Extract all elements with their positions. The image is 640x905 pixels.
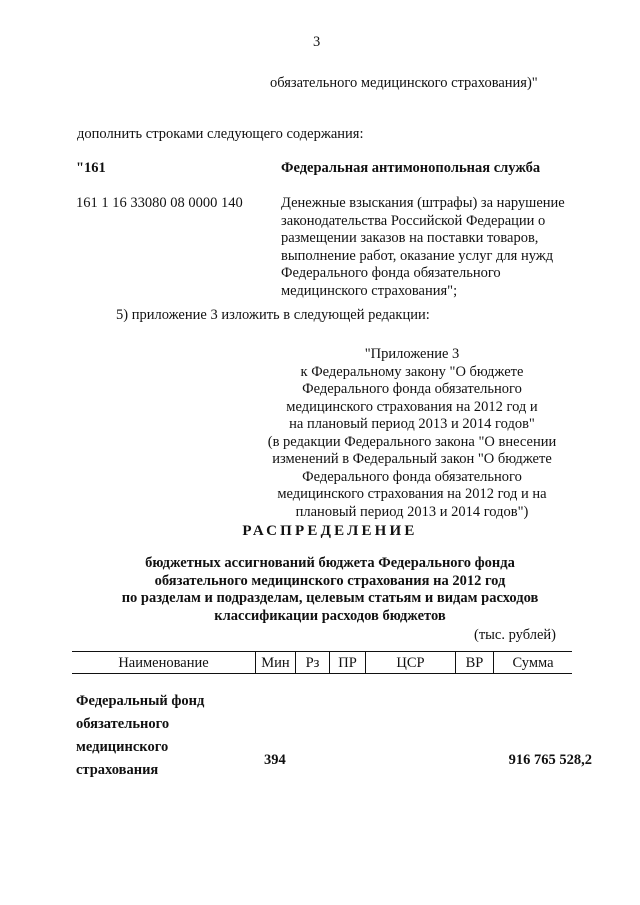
col-header-vr: ВР xyxy=(456,652,494,674)
text-line: медицинского страхования на 2012 год и xyxy=(286,398,538,415)
distribution-subheading xyxy=(80,555,580,625)
table-row-min: 394 xyxy=(264,752,286,768)
text-line: медицинского страхования"; xyxy=(281,282,458,299)
appendix-caption xyxy=(252,346,572,521)
col-header-name: Наименование xyxy=(118,654,209,671)
text-line: плановый период 2013 и 2014 годов") xyxy=(295,503,529,520)
text-line: обязательного xyxy=(76,716,170,732)
page-number: 3 xyxy=(313,34,321,50)
text-line: изменений в Федеральный закон "О бюджете xyxy=(272,451,552,467)
text-line: размещении заказов на поставки товаров, xyxy=(281,230,539,246)
text-line: выполнение работ, оказание услуг для нужд xyxy=(281,247,554,264)
previous-line: обязательного медицинского страхования)" xyxy=(270,75,538,91)
text-line: к Федеральному закону "О бюджете xyxy=(300,363,524,380)
col-header-pr: ПР xyxy=(330,652,366,674)
text-line: законодательства Российской Федерации о xyxy=(281,212,546,229)
row1-name: Федеральная антимонопольная служба xyxy=(281,160,541,176)
row1-code: "161 xyxy=(76,160,106,176)
intro-text: дополнить строками следующего содержания: xyxy=(77,126,364,142)
units-label: (тыс. рублей) xyxy=(474,627,556,643)
text-line: Федеральный фонд xyxy=(76,693,205,709)
distribution-heading: РАСПРЕДЕЛЕНИЕ xyxy=(242,523,418,539)
text-line: (в редакции Федерального закона "О внесении xyxy=(267,433,557,450)
text-line: "Приложение 3 xyxy=(364,346,460,362)
text-line: Федерального фонда обязательного xyxy=(302,468,522,485)
text-line: медицинского страхования на 2012 год и на xyxy=(277,486,547,502)
text-line: медицинского xyxy=(76,739,169,755)
text-line: обязательного медицинского страхования на 2012 год xyxy=(154,572,506,589)
text-line: по разделам и подразделам, целевым статьям и видам расходов xyxy=(121,590,539,606)
row2-code: 161 1 16 33080 08 0000 140 xyxy=(76,195,243,211)
table-row-sum: 916 765 528,2 xyxy=(508,752,592,768)
item-5-text: 5) приложение 3 изложить в следующей редакции: xyxy=(116,307,430,323)
col-header-rz: Рз xyxy=(296,652,330,674)
table-header-row xyxy=(72,652,572,674)
text-line: на плановый период 2013 и 2014 годов" xyxy=(289,416,535,432)
text-line: Денежные взыскания (штрафы) за нарушение xyxy=(281,195,565,211)
text-line: бюджетных ассигнований бюджета Федерального фонда xyxy=(145,555,515,571)
table-row-name xyxy=(76,690,204,782)
row2-description xyxy=(281,195,565,300)
col-header-sum: Сумма xyxy=(494,652,573,674)
col-header-csr: ЦСР xyxy=(366,652,456,674)
text-line: классификации расходов бюджетов xyxy=(214,607,446,624)
text-line: страхования xyxy=(76,762,159,778)
text-line: Федерального фонда обязательного xyxy=(302,381,522,397)
text-line: Федерального фонда обязательного xyxy=(281,265,501,281)
col-header-min: Мин xyxy=(256,652,296,674)
budget-table-header xyxy=(72,651,572,674)
